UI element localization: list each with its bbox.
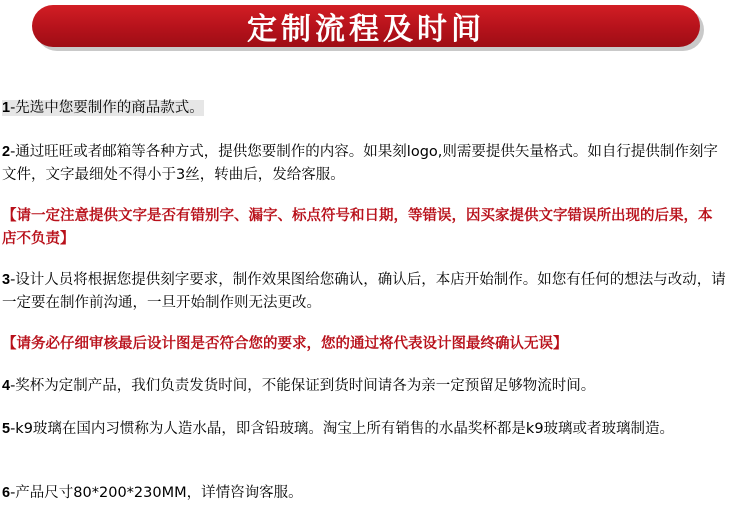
- step-4: [2, 375, 726, 398]
- step-number: 6: [2, 485, 11, 501]
- step-text: -奖杯为定制产品，我们负责发货时间，不能保证到货时间请各为亲一定预留足够物流时间。: [10, 378, 596, 394]
- step-5: [2, 418, 726, 441]
- step-text: -设计人员将根据您提供刻字要求，制作效果图给您确认，确认后，本店开始制作。如您有任何的想法与改动，请一定要在制作前沟通，一旦开始制作则无法更改。: [2, 272, 726, 311]
- step-3: [2, 269, 726, 315]
- step-text: -产品尺寸80*200*230MM，详情咨询客服。: [10, 485, 303, 501]
- step-number: 3: [2, 272, 11, 288]
- step-number: 4: [2, 378, 11, 394]
- step-number: 2: [2, 144, 11, 160]
- step-6: [2, 482, 726, 505]
- step-text: -k9玻璃在国内习惯称为人造水晶，即含铅玻璃。淘宝上所有销售的水晶奖杯都是k9玻璃或者玻璃制造。: [10, 421, 675, 437]
- step-text: -通过旺旺或者邮箱等各种方式，提供您要制作的内容。如果刻logo,则需要提供矢量格式。如自行提供制作刻字文件，文字最细处不得小于3丝，转曲后，发给客服。: [2, 144, 718, 183]
- step-text: -先选中您要制作的商品款式。: [10, 100, 204, 116]
- step-number: 1: [2, 100, 11, 116]
- banner-background: [32, 5, 700, 47]
- step-1: [2, 97, 726, 120]
- warning-text-errors: 【请一定注意提供文字是否有错别字、漏字、标点符号和日期，等错误，因买家提供文字错误所出现的后果，本店不负责】: [2, 208, 713, 247]
- page-title: 定制流程及时间: [247, 12, 485, 47]
- step-2: [2, 141, 726, 187]
- title-banner: [32, 5, 700, 47]
- warning-design-review: 【请务必仔细审核最后设计图是否符合您的要求，您的通过将代表设计图最终确认无误】: [2, 336, 568, 352]
- step-number: 5: [2, 421, 11, 437]
